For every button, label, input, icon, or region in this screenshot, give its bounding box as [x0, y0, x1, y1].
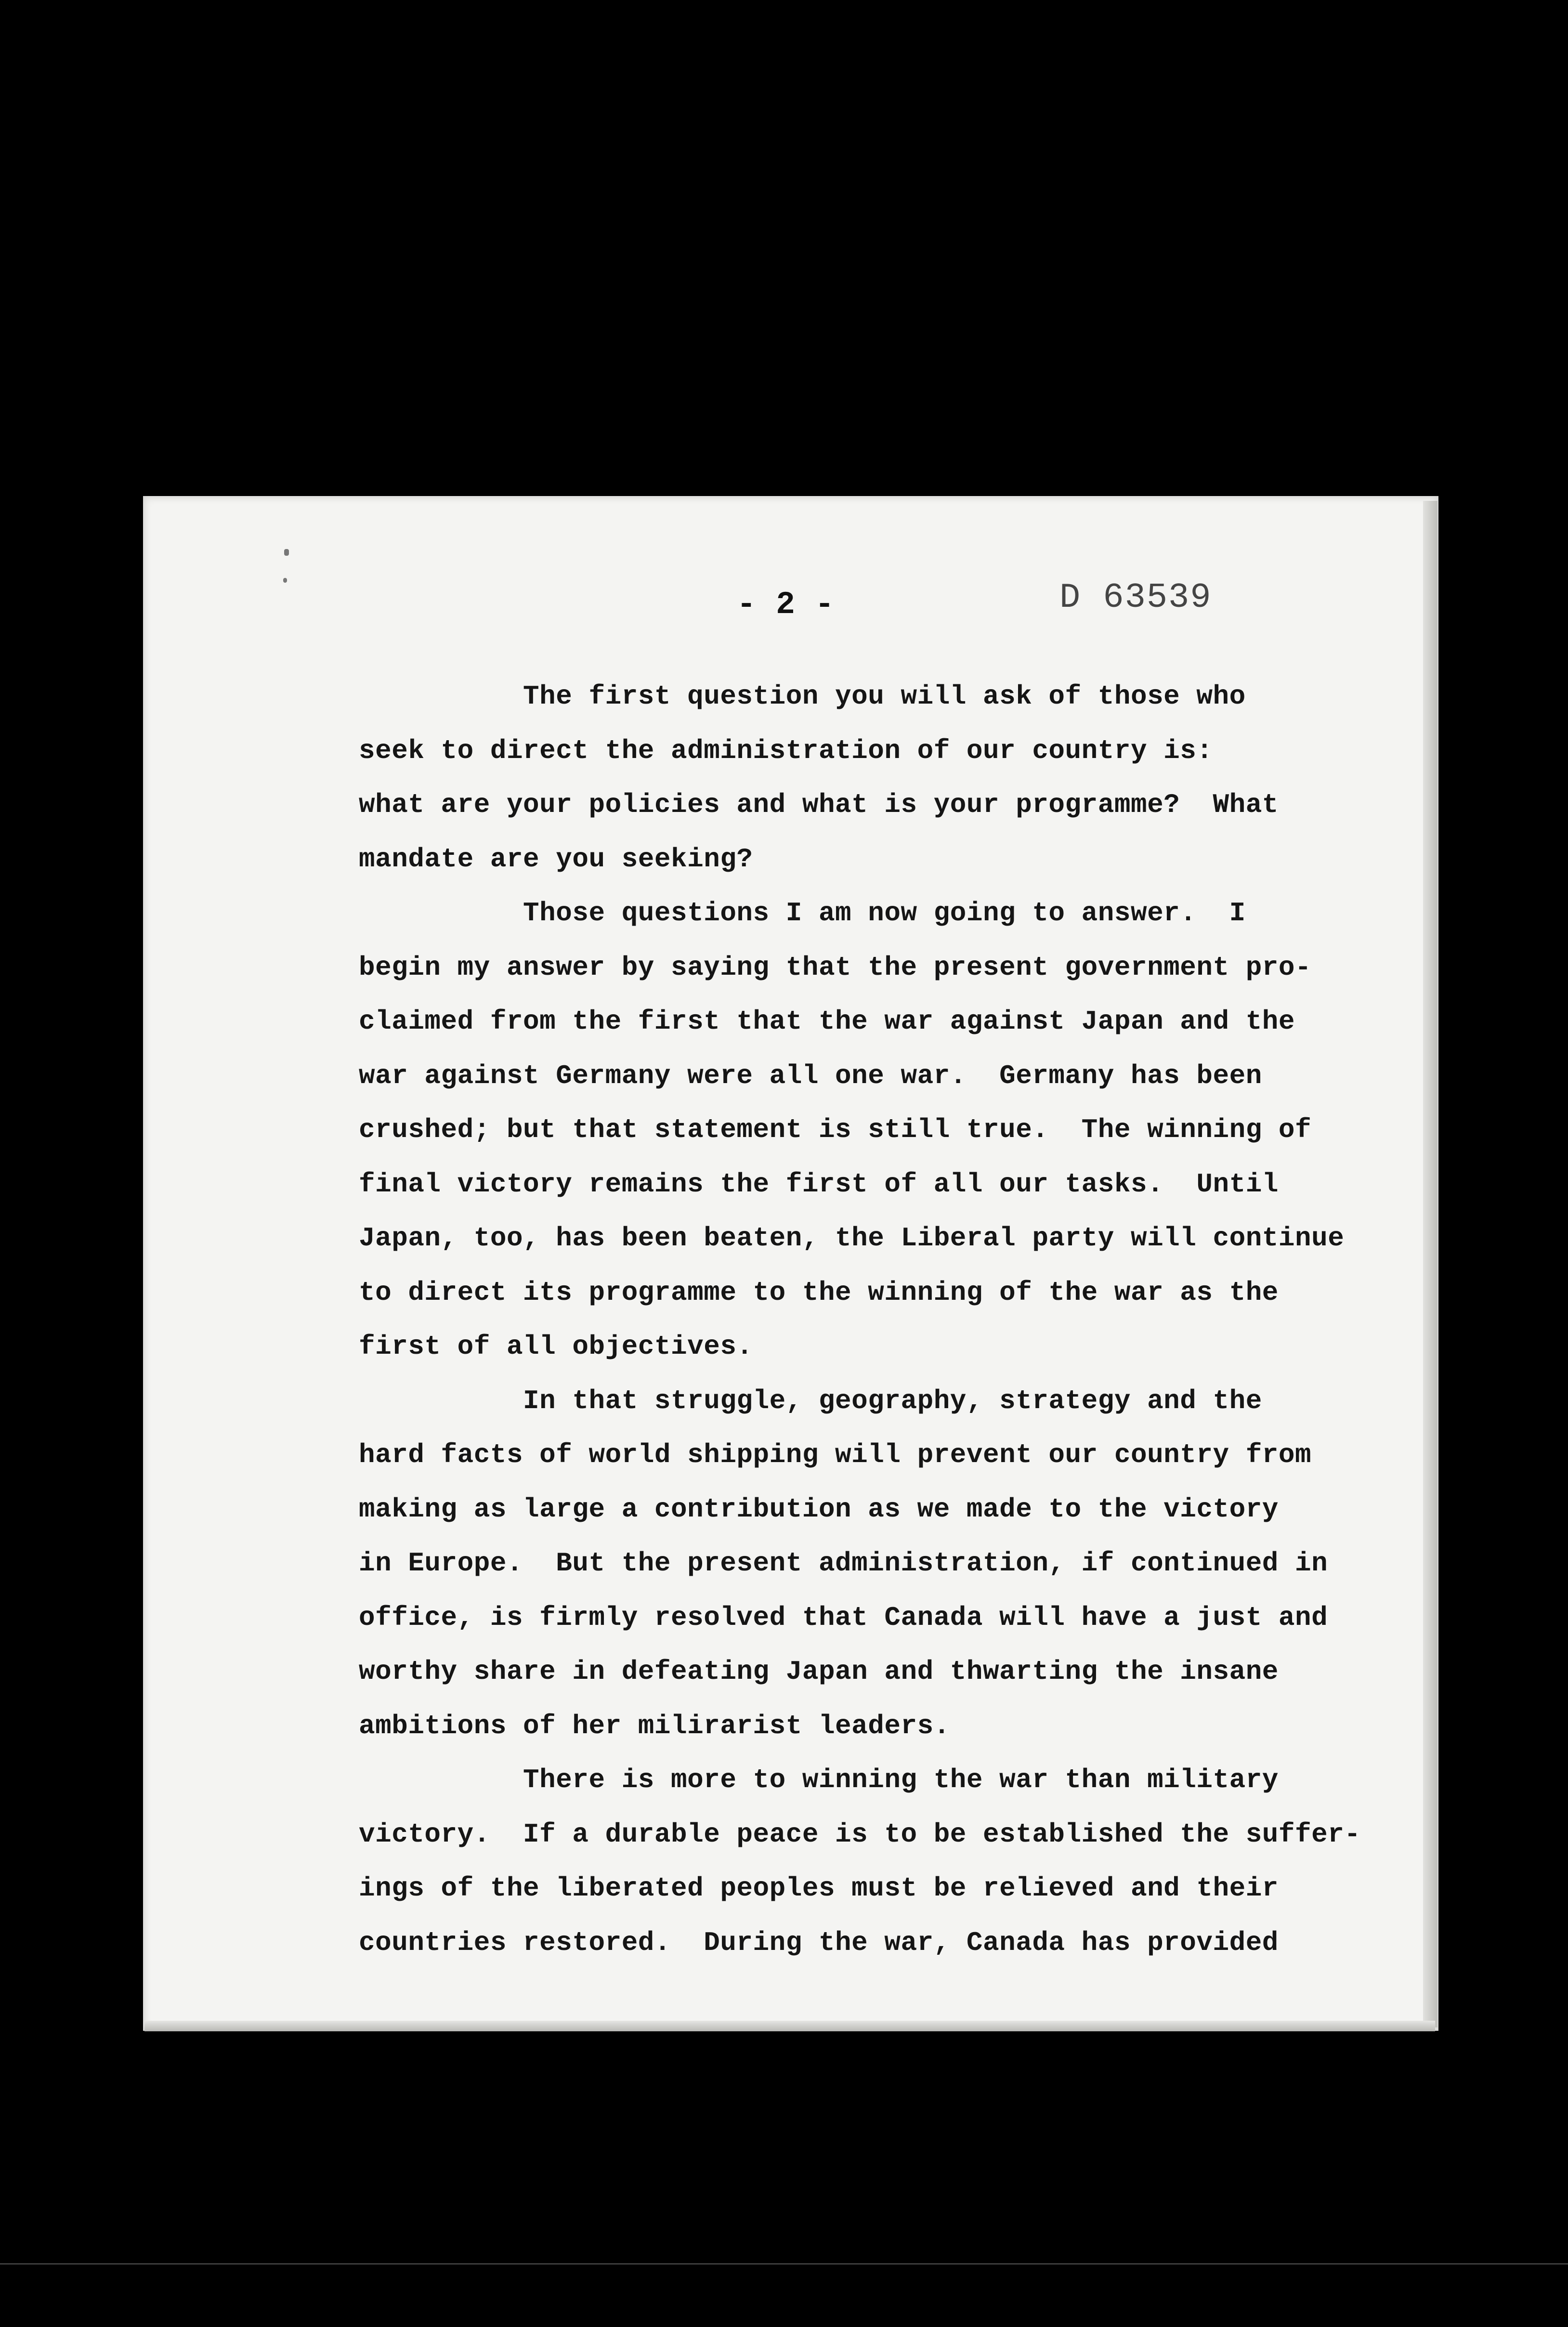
- text-line: countries restored. During the war, Canada has provided: [359, 1927, 1279, 1958]
- text-line: hard facts of world shipping will prevent our country from: [359, 1439, 1312, 1470]
- text-line: ambitions of her milirarist leaders.: [359, 1710, 950, 1741]
- text-line: There is more to winning the war than military: [359, 1765, 1279, 1795]
- text-line: mandate are you seeking?: [359, 843, 753, 875]
- text-line: first of all objectives.: [359, 1331, 753, 1362]
- text-line: begin my answer by saying that the present government pro-: [359, 952, 1312, 983]
- text-line: what are your policies and what is your programme? What: [359, 789, 1279, 820]
- text-line: victory. If a durable peace is to be established the suffer-: [359, 1818, 1361, 1850]
- text-line: worthy share in defeating Japan and thwarting the insane: [359, 1656, 1279, 1687]
- text-line: claimed from the first that the war against Japan and the: [359, 1006, 1295, 1037]
- text-line: office, is firmly resolved that Canada will have a just and: [359, 1602, 1328, 1633]
- text-line: final victory remains the first of all our tasks. Until: [359, 1168, 1279, 1200]
- archive-stamp: D 63539: [1059, 578, 1212, 617]
- scan-speck: [284, 549, 289, 556]
- page-number: - 2 -: [737, 587, 835, 623]
- scan-frame-line: [0, 2263, 1568, 2264]
- text-line: ings of the liberated peoples must be relieved and their: [359, 1873, 1279, 1904]
- text-line: In that struggle, geography, strategy and the: [359, 1385, 1262, 1416]
- text-line: to direct its programme to the winning of the war as the: [359, 1277, 1279, 1308]
- text-line: making as large a contribution as we made to the victory: [359, 1493, 1279, 1525]
- text-line: The first question you will ask of those who: [359, 681, 1246, 712]
- scan-speck: [283, 578, 287, 583]
- page-edge: [1423, 501, 1437, 2027]
- document-body: [359, 669, 1370, 1970]
- text-line: in Europe. But the present administration, if continued in: [359, 1548, 1328, 1579]
- text-line: Japan, too, has been beaten, the Liberal party will continue: [359, 1223, 1345, 1254]
- text-line: Those questions I am now going to answer. I: [359, 898, 1246, 928]
- text-line: war against Germany were all one war. Germany has been: [359, 1060, 1262, 1091]
- text-line: crushed; but that statement is still true. The winning of: [359, 1114, 1312, 1145]
- page-bottom-edge: [144, 2021, 1435, 2031]
- text-line: seek to direct the administration of our country is:: [359, 735, 1213, 766]
